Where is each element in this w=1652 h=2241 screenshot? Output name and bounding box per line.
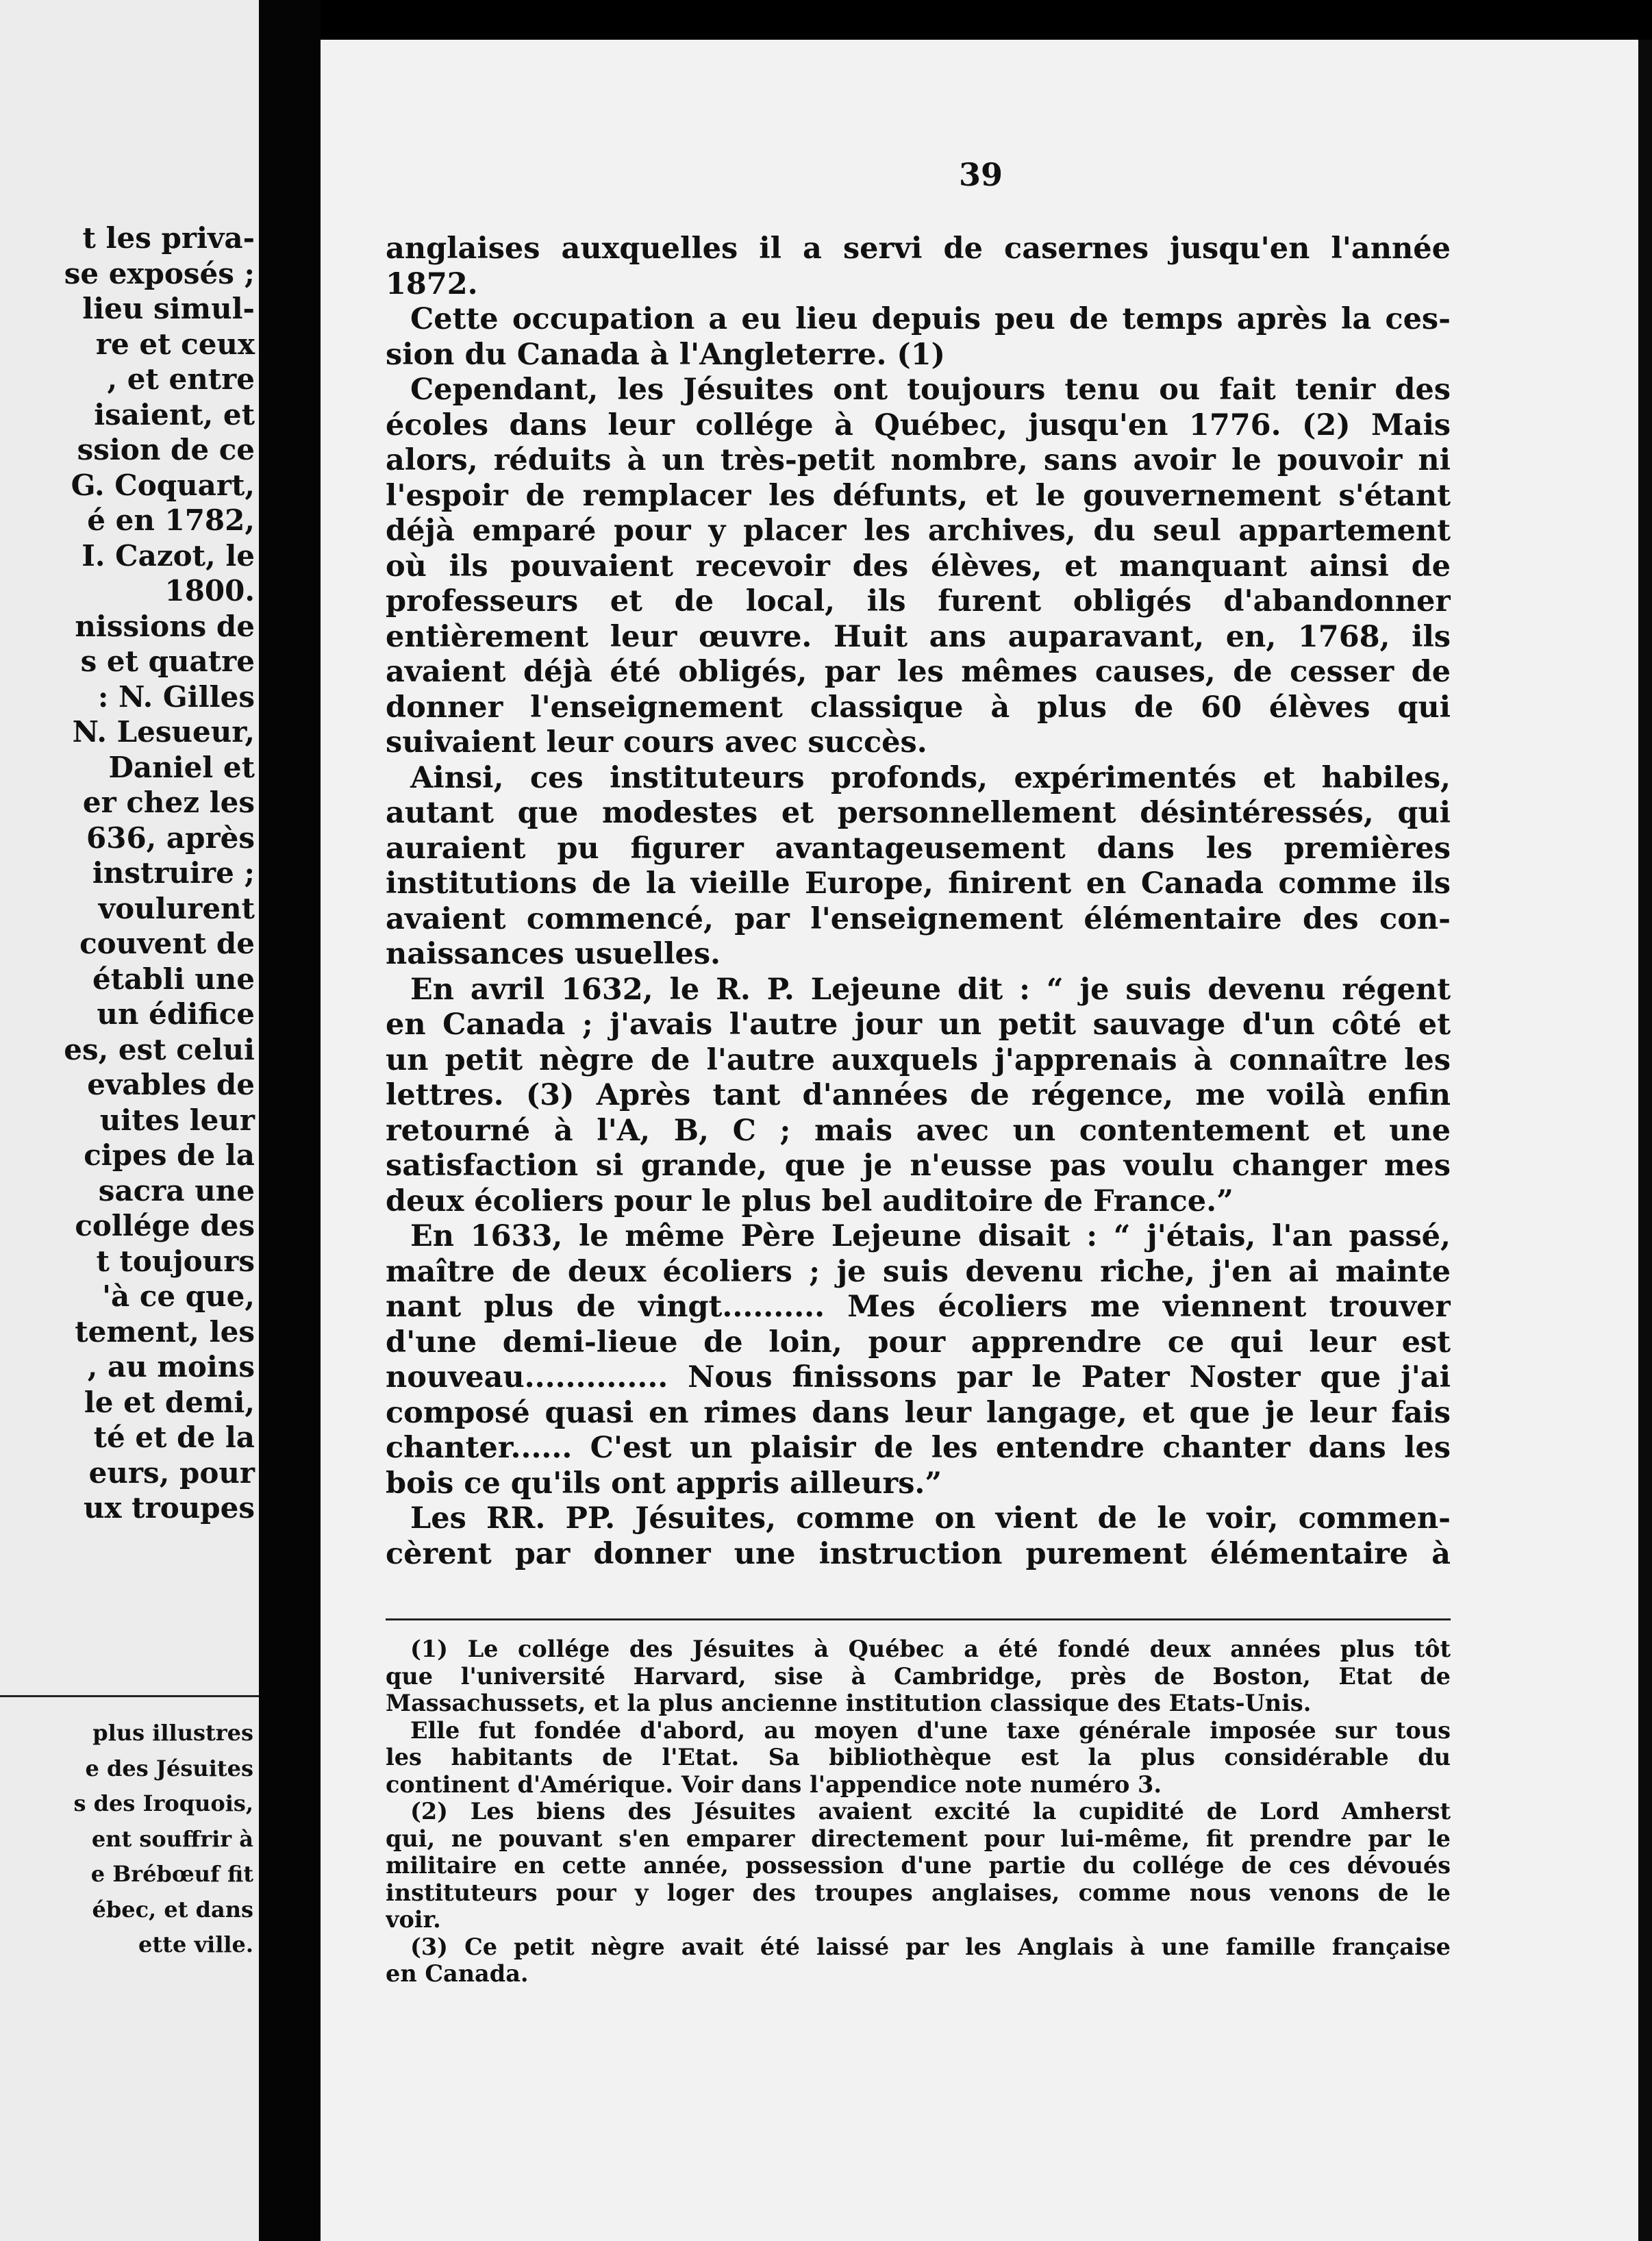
left-page-line: : N. Gilles: [97, 679, 255, 714]
left-page-line: instruire ;: [92, 856, 255, 890]
text-line: un petit nègre de l'autre auxquels j'apprenais à connaître les: [386, 1042, 1451, 1077]
left-page-line: té et de la: [93, 1420, 255, 1454]
text-line: Les RR. PP. Jésuites, comme on vient de le voir, commen-: [410, 1501, 1451, 1536]
text-line: bois ce qu'ils ont appris ailleurs.”: [386, 1466, 942, 1501]
text-line: En 1633, le même Père Lejeune disait : “ j'étais, l'an passé,: [410, 1219, 1451, 1253]
text-line: alors, réduits à un très-petit nombre, sans avoir le pouvoir ni: [386, 443, 1451, 477]
left-page-footnotes: [73, 1716, 253, 1963]
left-footnote-line: plus illustres: [92, 1720, 253, 1746]
text-line: écoles dans leur collége à Québec, jusqu'en 1776. (2) Mais: [386, 408, 1451, 442]
page: [321, 40, 1641, 2241]
footnote-rule: [386, 1618, 1451, 1620]
left-page-line: uites leur: [99, 1103, 255, 1137]
left-page-line: , au moins: [87, 1350, 255, 1384]
text-line: deux écoliers pour le plus bel auditoire de France.”: [386, 1184, 1234, 1218]
footnote-line: continent d'Amérique. Voir dans l'appendice note numéro 3.: [386, 1770, 1162, 1798]
left-page-line: N. Lesueur,: [72, 715, 255, 749]
footnote-line: Elle fut fondée d'abord, au moyen d'une taxe générale imposée sur tous: [410, 1716, 1451, 1744]
left-page-line: ux troupes: [83, 1491, 255, 1525]
page-number: 39: [958, 156, 1003, 193]
left-page-line: tement, les: [75, 1314, 255, 1349]
left-page-line: cipes de la: [84, 1138, 255, 1172]
left-page-line: es, est celui: [64, 1032, 255, 1066]
left-footnote-line: ette ville.: [138, 1931, 253, 1957]
left-page-line: re et ceux: [95, 327, 255, 361]
left-page-line: le et demi,: [84, 1385, 255, 1419]
footnote-line: (1) Le collége des Jésuites à Québec a été fondé deux années plus tôt: [410, 1636, 1451, 1662]
text-line: institutions de la vieille Europe, finirent en Canada comme ils: [386, 866, 1451, 901]
page-edge: [1638, 40, 1652, 2241]
left-page-line: G. Coquart,: [71, 468, 255, 502]
left-footnote-rule: [0, 1695, 259, 1697]
text-line: sion du Canada à l'Angleterre. (1): [386, 337, 946, 372]
footnote-line: en Canada.: [386, 1960, 529, 1987]
left-page-line: se exposés ;: [64, 256, 255, 290]
left-page-line: t les priva-: [82, 221, 255, 255]
left-page-line: Daniel et: [108, 750, 255, 784]
left-page-line: 'à ce que,: [102, 1279, 255, 1313]
text-line: donner l'enseignement classique à plus de 60 élèves qui: [386, 690, 1451, 725]
footnote-line: que l'université Harvard, sise à Cambridge, près de Boston, Etat de: [386, 1662, 1451, 1690]
text-line: 1872.: [386, 266, 478, 301]
text-line: avaient commencé, par l'enseignement élémentaire des con-: [386, 901, 1451, 936]
left-page-line: ssion de ce: [77, 433, 255, 466]
footnote-line: les habitants de l'Etat. Sa bibliothèque est la plus considérable du: [386, 1744, 1451, 1770]
text-line: nouveau.............. Nous finissons par le Pater Noster que j'ai: [386, 1360, 1451, 1394]
text-line: d'une demi-lieue de loin, pour apprendre ce qui leur est: [386, 1325, 1451, 1360]
left-footnote-line: ébec, et dans: [92, 1896, 253, 1923]
text-line: l'espoir de remplacer les défunts, et le gouvernement s'étant: [386, 478, 1451, 513]
left-page-text: [64, 221, 255, 1526]
text-line: En avril 1632, le R. P. Lejeune dit : “ je suis devenu régent: [410, 972, 1451, 1007]
text-line: chanter...... C'est un plaisir de les entendre chanter dans les: [386, 1431, 1451, 1465]
text-line: retourné à l'A, B, C ; mais avec un contentement et une: [386, 1113, 1451, 1148]
left-page-line: é en 1782,: [87, 503, 255, 537]
text-line: auraient pu figurer avantageusement dans les premières: [386, 831, 1451, 866]
left-page-line: sacra une: [98, 1173, 255, 1207]
footnotes: [386, 1636, 1451, 1988]
text-line: Cependant, les Jésuites ont toujours tenu ou fait tenir des: [410, 373, 1451, 407]
left-page-line: un édifice: [97, 997, 255, 1031]
footnote-line: instituteurs pour y loger des troupes anglaises, comme nous venons de le: [386, 1879, 1451, 1906]
left-page-line: 1800.: [164, 574, 255, 608]
left-page-line: couvent de: [79, 927, 255, 960]
left-footnote-line: e des Jésuites: [85, 1755, 253, 1781]
text-line: lettres. (3) Après tant d'années de régence, me voilà enfin: [386, 1078, 1451, 1112]
text-line: avaient déjà été obligés, par les mêmes causes, de cesser de: [386, 655, 1451, 689]
left-page-line: établi une: [92, 962, 255, 996]
footnote-line: (3) Ce petit nègre avait été laissé par les Anglais à une famille française: [410, 1933, 1451, 1960]
left-page-line: isaient, et: [94, 397, 255, 431]
left-page-line: lieu simul-: [82, 292, 255, 325]
left-footnote-line: s des Iroquois,: [73, 1790, 253, 1816]
text-line: autant que modestes et personnellement désintéressés, qui: [386, 796, 1451, 830]
left-page-line: evables de: [87, 1068, 255, 1101]
text-line: cèrent par donner une instruction purement élémentaire à: [386, 1536, 1451, 1571]
left-page-line: s et quatre: [80, 644, 255, 678]
left-page-line: 636, après: [86, 821, 255, 855]
left-page-line: voulurent: [98, 891, 255, 925]
text-line: professeurs et de local, ils furent obligés d'abandonner: [386, 584, 1451, 618]
footnote-line: Massachussets, et la plus ancienne institution classique des Etats-Unis.: [386, 1690, 1312, 1716]
left-page-line: er chez les: [82, 786, 255, 819]
text-line: suivaient leur cours avec succès.: [386, 725, 927, 760]
text-line: où ils pouvaient recevoir des élèves, et manquant ainsi de: [386, 549, 1451, 584]
footnote-line: voir.: [386, 1906, 441, 1933]
body-text: [386, 231, 1451, 1572]
text-line: composé quasi en rimes dans leur langage, et que je leur fais: [386, 1395, 1451, 1430]
text-line: Ainsi, ces instituteurs profonds, expérimentés et habiles,: [410, 760, 1451, 795]
left-page-line: eurs, pour: [88, 1455, 255, 1490]
left-page-line: collége des: [75, 1209, 255, 1242]
text-line: déjà emparé pour y placer les archives, du seul appartement: [386, 514, 1451, 548]
text-line: Cette occupation a eu lieu depuis peu de temps après la ces-: [410, 302, 1451, 336]
left-footnote-line: ent souffrir à: [91, 1825, 253, 1852]
left-page-fragment: [0, 0, 259, 2241]
text-line: entièrement leur œuvre. Huit ans auparavant, en, 1768, ils: [386, 619, 1451, 654]
left-footnote-line: e Brébœuf fit: [90, 1861, 253, 1887]
left-page-line: I. Cazot, le: [82, 538, 255, 573]
left-page-line: nissions de: [75, 609, 255, 643]
text-line: nant plus de vingt.......... Mes écoliers me viennent trouver: [386, 1290, 1451, 1324]
book-gutter: [259, 0, 321, 2241]
text-line: en Canada ; j'avais l'autre jour un petit sauvage d'un côté et: [386, 1007, 1451, 1042]
footnote-line: militaire en cette année, possession d'une partie du collége de ces dévoués: [386, 1852, 1451, 1879]
text-line: naissances usuelles.: [386, 937, 721, 971]
left-page-line: t toujours: [96, 1244, 255, 1278]
text-line: satisfaction si grande, que je n'eusse pas voulu changer mes: [386, 1149, 1451, 1183]
left-page-line: , et entre: [107, 362, 255, 396]
text-line: maître de deux écoliers ; je suis devenu riche, j'en ai mainte: [386, 1254, 1451, 1289]
text-line: anglaises auxquelles il a servi de casernes jusqu'en l'année: [386, 231, 1451, 266]
footnote-line: (2) Les biens des Jésuites avaient excité la cupidité de Lord Amherst: [410, 1798, 1451, 1825]
footnote-line: qui, ne pouvant s'en emparer directement pour lui-même, fit prendre par le: [386, 1825, 1451, 1852]
